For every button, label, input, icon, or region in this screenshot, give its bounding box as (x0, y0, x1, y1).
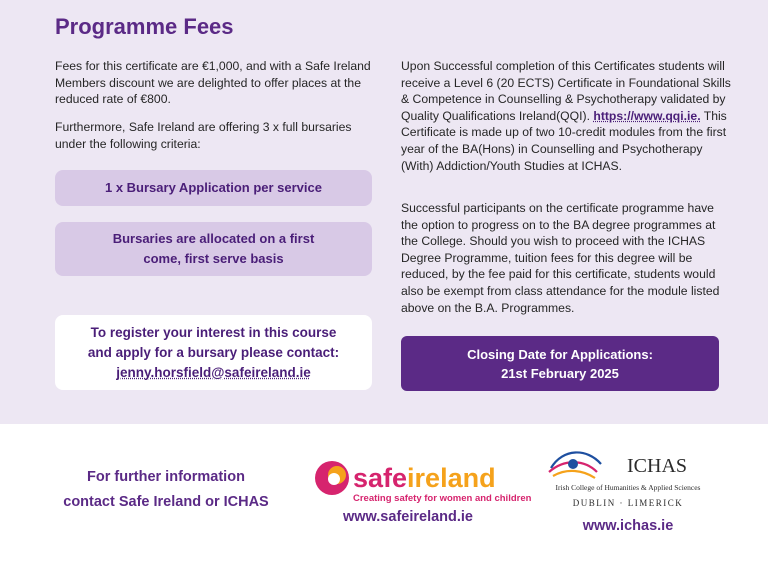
bursary-intro-paragraph: Furthermore, Safe Ireland are offering 3 x full bursaries under the following criteria: (55, 120, 352, 151)
ichas-logo (543, 442, 713, 512)
closing-date-label: Closing Date for Applications: (467, 346, 653, 362)
ichas-swirl-icon (549, 452, 601, 478)
register-line-two: and apply for a bursary please contact: (87, 344, 340, 360)
svg-text:DUBLIN · LIMERICK: DUBLIN · LIMERICK (572, 498, 684, 508)
contact-email-link[interactable]: jenny.horsfield@safeireland.ie (116, 364, 311, 380)
further-line-two: contact Safe Ireland or ICHAS (63, 494, 269, 510)
section-title: Programme Fees (55, 14, 234, 39)
bursary-criteria-two (55, 222, 372, 276)
fees-paragraph: Fees for this certificate are €1,000, and with a Safe Ireland Members discount we are delighted to offer places at the reduced rate of €800. (55, 59, 371, 107)
bursary-criteria-one (55, 170, 372, 206)
register-interest-box (55, 315, 372, 390)
svg-text:ICHAS: ICHAS (627, 455, 688, 477)
closing-date-banner (401, 336, 719, 391)
completion-paragraph (401, 58, 731, 174)
svg-text:Creating safety for women and: Creating safety for women and children (353, 493, 532, 504)
completion-text-before-link: Upon Successful completion of this Certificates students will receive a Level 6 (20 ECTS) Certificate in Foundational Skills & Competence in Counselling & Psychotherapy validated by Quality Qualifications Ireland(QQI). (401, 59, 731, 123)
progression-paragraph: Successful participants on the certificate programme have the option to progress on to the BA degree programmes at the College. Should you wish to proceed with the ICHAS Degree Programme, tuition fees for this degree will be reduced, by the fee paid for this certificate, students would also be exempt from class attendance for the module listed above on the B.A. Programmes. (401, 201, 720, 315)
closing-date-value: 21st February 2025 (501, 365, 619, 381)
bursary-criteria-one-text: 1 x Bursary Application per service (104, 180, 322, 195)
bursary-criteria-two-text: Bursaries are allocated on a first come, first serve basis (112, 231, 315, 266)
svg-text:Irish College of Humanities &: Irish College of Humanities & Applied Sciences (555, 483, 701, 492)
safeireland-emblem-icon (315, 461, 349, 495)
svg-text:safeireland: safeireland (353, 463, 496, 493)
qqi-link[interactable]: https://www.qqi.ie. (593, 108, 701, 123)
completion-text-after-link: This Certificate is made up of two 10-credit modules from the first year of the BA(Hons) in Counselling and Psychotherapy (With) Addiction/Youth Studies at ICHAS. (401, 108, 727, 173)
safeireland-url-link[interactable]: www.safeireland.ie (342, 509, 473, 525)
ichas-url-link[interactable]: www.ichas.ie (582, 518, 674, 534)
further-line-one: For further information (87, 469, 245, 485)
further-information-text (40, 465, 292, 515)
register-line-one: To register your interest in this course (90, 324, 337, 340)
safeireland-logo (313, 458, 532, 506)
